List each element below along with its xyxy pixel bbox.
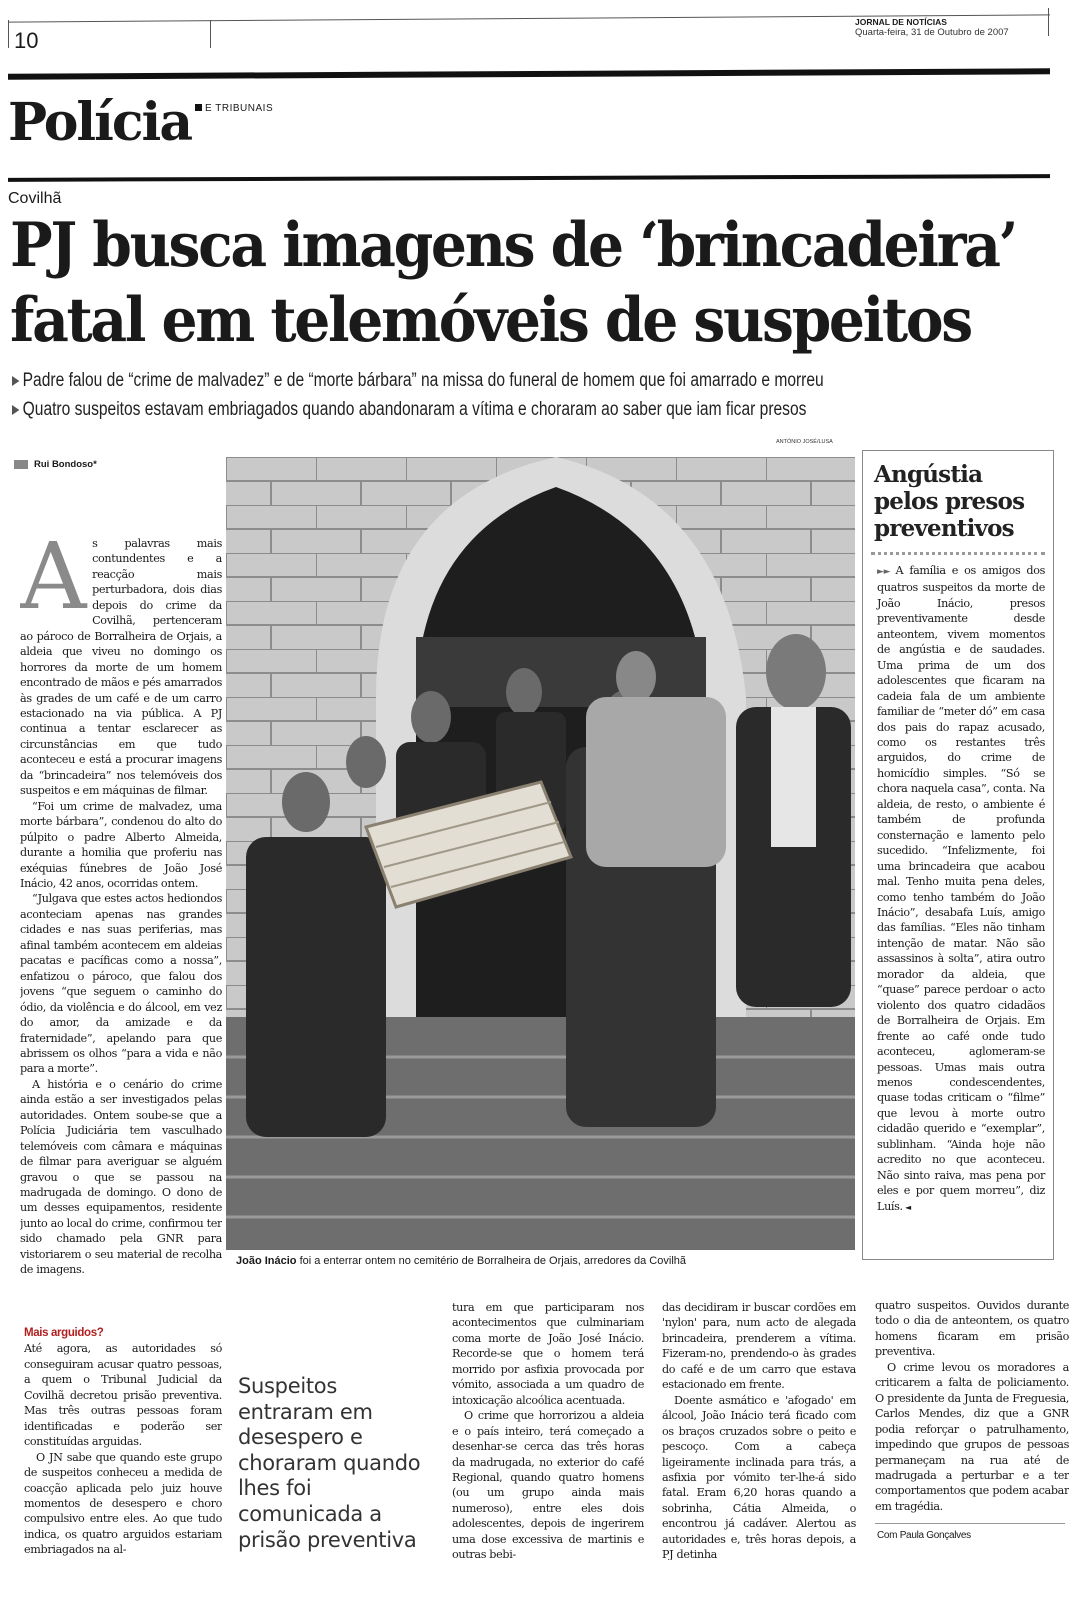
sidebar-text [877, 563, 1045, 1215]
paragraph: quatro suspeitos. Ouvidos durante todo o dia de anteontem, os quatro homens ficaram em prisão preventiva. [875, 1299, 1069, 1359]
article-column-4 [662, 1300, 856, 1560]
deck-item [12, 399, 806, 421]
paragraph: “Julgava que estes actos hediondos aconteciam apenas nas grandes cidades e nas suas periferias, mas afinal também acontecem em aldeias pacatas e pacíficas como a nossa”, enfatizou o pároco, que falou dos jovens “que seguem o caminho do ódio, da violência e do álcool, em vez do amor, da amizade e da fraternidade”, apelando para que abrissem os olhos “para a vida e não para a morte”. [20, 892, 222, 1076]
photo-caption [236, 1255, 686, 1267]
funeral-photo [226, 457, 855, 1250]
section-subtitle [195, 103, 273, 114]
article-column-3 [452, 1300, 644, 1560]
deck-text: Padre falou de “crime de malvadez” e de “morte bárbara” na missa do funeral de homem que foi amarrado e morreu [22, 370, 824, 391]
paragraph: O crime que horrorizou a aldeia e o país inteiro, terá começado a desenhar-se cerca das três horas da madrugada, no exterior do café Regional, quando quatro homens (ou um grupo ainda mais numeroso), entre eles dois adolescentes, depois de ingerirem uma dose excessiva de martinis e outras bebi- [452, 1409, 644, 1560]
sidebar-title: Angústia pelos presos preventivos [874, 461, 1025, 542]
section-rule [8, 174, 1050, 182]
caption-text: foi a enterrar ontem no cemitério de Borralheira de Orjais, arredores da Covilhã [296, 1255, 686, 1267]
paragraph: s palavras mais contundentes e a reacção mais perturbadora, dois dias depois do crime da Covilhã, pertenceram ao pároco de Borralheira de Orjais, a aldeia que viveu no domingo os horrores da morte de um homem encontrado de mãos e pés amarrados às grades de um café e de um carro estacionado na via pública. A PJ continua a tentar esclarecer as circunstâncias em que tudo aconteceu e está a procurar imagens da “brincadeira” nos telemóveis dos suspeitos e em máquinas de filmar. [20, 537, 222, 798]
section-heading [8, 92, 273, 154]
paragraph: Até agora, as autoridades só conseguiram acusar quatro pessoas, a quem o Tribunal Judicial da Covilhã decretou prisão preventiva. Mas três outras pessoas foram identificadas e poderão ser constituídas arguidas. [24, 1342, 222, 1449]
end-mark-icon: ◄ [902, 1202, 911, 1212]
byline-name: Rui Bondoso* [34, 459, 97, 470]
header-thick-rule [8, 68, 1050, 79]
paragraph: O JN sabe que quando este grupo de suspeitos conheceu a medida de coacção aplicada pelo juiz houve momentos de desespero e choro compulsivo entre eles. Ao que tudo indica, os quatro arguidos estariam embriagados na al- [24, 1450, 222, 1557]
headline-line-1: PJ busca imagens de ‘brincadeira’ [10, 210, 1017, 281]
sidebar-dotted-rule [871, 552, 1045, 555]
headline-line-2: fatal em telemóveis de suspeitos [10, 285, 971, 356]
subhead: Mais arguidos? [24, 1327, 104, 1339]
pen-icon [14, 460, 28, 469]
caption-name: João Inácio [236, 1255, 297, 1267]
section-title: Polícia [8, 92, 192, 153]
paragraph: A história e o cenário do crime ainda estão a ser investigados pelas autoridades. Ontem soube-se que a Polícia Judiciária tem vasculhado telemóveis com câmara e máquinas de filmar para averiguar se alguém gravou o que se passou na madrugada de domingo. O dono de um desses equipamentos, residente junto ao local do crime, confirmou ter sido chamado pela GNR para vistoriarem o seu material de recolha de imagens. [20, 1077, 222, 1277]
article-column-2 [24, 1326, 222, 1561]
sidebar-paragraph: A família e os amigos dos quatros suspeitos da morte de João Inácio, presos preventivamente desde anteontem, vivem momentos de angústia e de saudades. Uma prima de um dos adolescentes que ficaram na cadeia fala de um ambiente familiar de “meter dó” em casa dos pais do rapaz acusado, como os restantes três arguidos, do crime de homicídio simples. “Só se chora naquela casa”, conta. Na aldeia, de resto, o ambiente é também de profunda consternação e lamento pelo sucedido. “Infelizmente, foi uma brincadeira que acabou mal. Tenho muita pena deles, como tenho também do João Inácio”, desabafa Luís, amigo das famílias. “Eles não tinham intenção de matar. Não são assassinos à solta”, atira outro morador da aldeia, que “quase” parece perdoar o acto violento dos quatro cidadãos de Borralheira de Orjais. Em frente ao café onde tudo aconteceu, aglomeram-se pessoas. Umas mais outra menos condescendentes, quase todas criticam o “filme” que levou à morte outro cidadão querido e “exemplar”, sublinham. “Ainda hoje não acredito no que aconteceu. Não sinto raiva, mas pena por eles e por quem morreu”, diz Luís. [877, 564, 1045, 1213]
paragraph: Doente asmático e 'afogado' em álcool, João Inácio terá ficado com os braços cruzados sobre o peito e pescoço. Com a cabeça ligeiramente inclinada para trás, a asfixia por vómito ter-lhe-á sido fatal. Eram 6,20 horas quando a sobrinha, Cátia Almeida, o encontrou já cadáver. Alertou as autoridades e, três horas depois, a PJ detinha [662, 1393, 856, 1560]
contributor-rule [875, 1523, 1065, 1524]
byline [14, 459, 97, 470]
sidebar-box [862, 450, 1054, 1260]
publication-date: Quarta-feira, 31 de Outubro de 2007 [855, 27, 1009, 38]
pull-quote: Suspeitos entraram em desespero e choraram quando lhes foi comunicada a prisão preventiva [238, 1374, 421, 1552]
paragraph: “Foi um crime de malvadez, uma morte bárbara”, condenou do alto do púlpito o padre Alberto Almeida, durante a homilia que proferiu nas exéquias fúnebres de João José Inácio, 42 anos, ocorridas ontem. [20, 799, 222, 890]
paragraph: O crime levou os moradores a criticarem a falta de policiamento. O presidente da Junta de Freguesia, Carlos Mendes, diz que a GNR podia reforçar o patrulhamento, impedindo que grupos de pessoas permaneçam na rua até de madrugada a perturbar e a ter comportamentos que podem acabar em tragédia. [875, 1360, 1069, 1513]
article-column-1 [20, 536, 222, 1316]
double-arrow-icon: ►► [877, 567, 896, 577]
article-column-5 [875, 1298, 1069, 1518]
triangle-bullet-icon [12, 376, 19, 386]
drop-cap: A [20, 536, 87, 630]
article-kicker: Covilhã [8, 190, 62, 207]
header-divider [210, 20, 211, 48]
contributor: Com Paula Gonçalves [877, 1530, 971, 1541]
square-bullet-icon [195, 104, 202, 111]
deck-text: Quatro suspeitos estavam embriagados quando abandonaram a vítima e choraram ao saber que iam ficar presos [22, 399, 807, 420]
paragraph: das decidiram ir buscar cordões em 'nylon' para, num acto de alegada brincadeira, prenderem a vítima. Fizeram-no, prendendo-o às grades do café e de um carro que estava estacionado em frente. [662, 1301, 856, 1392]
photo-credit: ANTÓNIO JOSÉ/LUSA [776, 439, 833, 445]
deck-item [12, 370, 824, 392]
paragraph: tura em que participaram nos acontecimentos que culminariam coma morte de João José Inácio. Recorde-se que o homem terá morrido por asfixia provocada por vómito, associada a um quadro de intoxicação alcoólica acentuada. [452, 1301, 644, 1407]
photo-image [226, 457, 855, 1250]
page-number: 10 [14, 28, 39, 53]
publication-name: JORNAL DE NOTÍCIAS [855, 17, 947, 27]
triangle-bullet-icon [12, 405, 19, 415]
header-divider [1048, 8, 1049, 36]
header-divider [8, 20, 9, 48]
section-subtitle-text: E TRIBUNAIS [205, 103, 274, 114]
